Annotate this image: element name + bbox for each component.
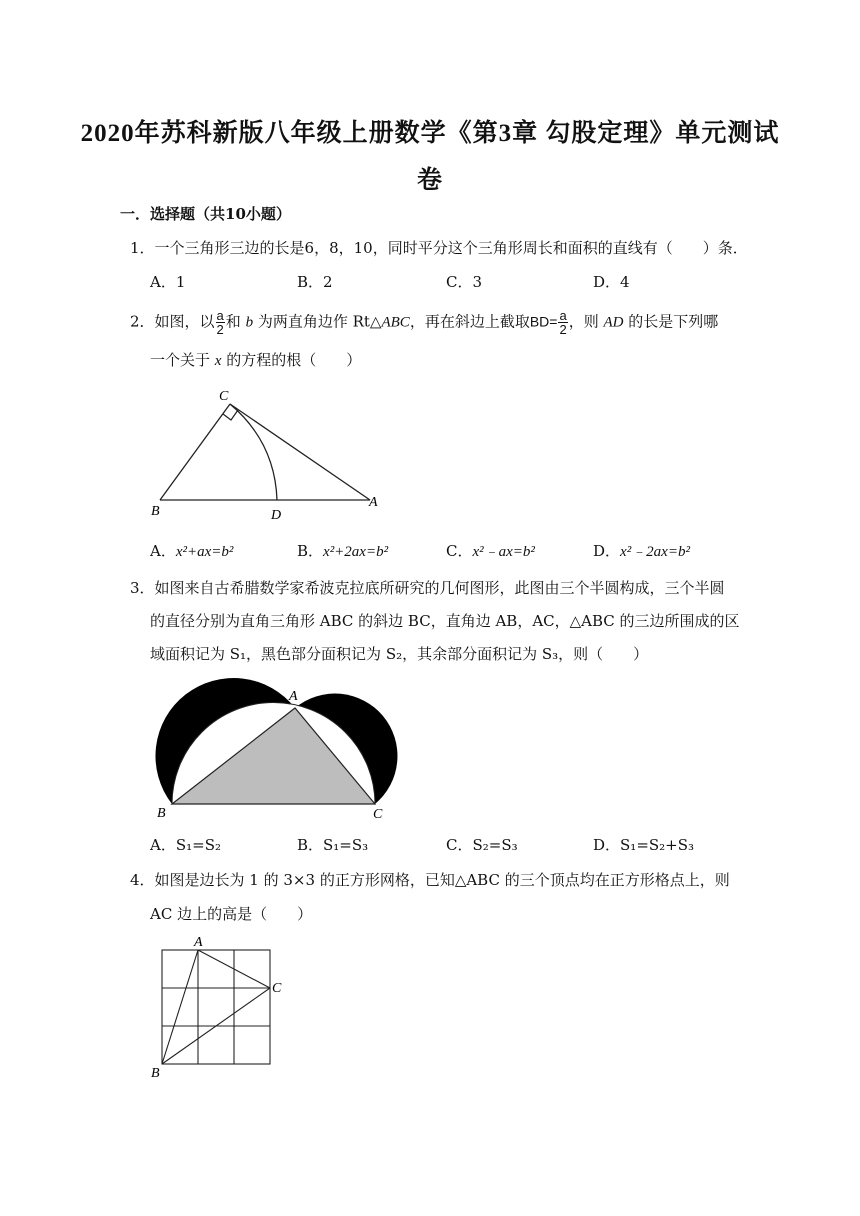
question-2-option-d: [593, 540, 690, 561]
fraction-numerator: a: [216, 308, 224, 323]
question-3-option-d: D．S₁=S₂+S₃: [593, 836, 695, 854]
question-2-option-a: [150, 540, 233, 561]
question-3-option-a: A．S₁=S₂: [150, 836, 221, 854]
segment-ca: [230, 404, 370, 500]
question-3-stem-line1: 3．如图来自古希腊数学家希波克拉底所研究的几何图形，此图由三个半圆构成，三个半圆: [130, 579, 725, 597]
q2-var-ad: AD: [603, 314, 624, 331]
q2-text: ，再在斜边上截取: [409, 312, 530, 331]
question-3-option-b: B．S₁=S₃: [297, 836, 369, 854]
question-1-option-c: C．3: [446, 273, 483, 291]
option-expression: x²﹣2ax=b²: [620, 544, 690, 560]
question-4-figure: [148, 930, 293, 1080]
question-2-option-c: [446, 540, 535, 561]
q2-text: 为两直角边作 Rt△: [253, 312, 382, 331]
question-4-stem-line2: AC 边上的高是（ ）: [150, 905, 313, 923]
q2-bd: BD=: [529, 313, 558, 330]
segment-bc: [160, 404, 230, 500]
section-heading: 一．选择题（共10小题）: [120, 205, 291, 223]
label-b: B: [157, 806, 166, 821]
question-3-figure: [145, 670, 405, 825]
arc-cd: [230, 404, 277, 500]
question-2-figure: [145, 382, 390, 522]
option-letter: B．: [297, 542, 324, 560]
fraction-denominator: 2: [559, 322, 567, 337]
label-a: A: [194, 935, 203, 950]
option-letter: D．: [593, 542, 621, 560]
q2-text: 的方程的根（ ）: [221, 351, 362, 369]
option-expression: x²+ax=b²: [175, 544, 234, 560]
question-3-stem-line3: 域面积记为 S₁，黑色部分面积记为 S₂，其余部分面积记为 S₃，则（ ）: [150, 645, 649, 663]
option-letter: A．: [150, 542, 176, 560]
q2-text: 的长是下列哪: [623, 312, 719, 331]
question-1-stem: 1．一个三角形三边的长是6，8，10，同时平分这个三角形周长和面积的直线有（ ）条．: [130, 239, 748, 257]
q2-var-abc: ABC: [381, 314, 410, 331]
q2-var-b: b: [245, 314, 254, 331]
question-3-option-c: C．S₂=S₃: [446, 836, 518, 854]
question-1-option-a: A．1: [150, 273, 186, 291]
question-1-option-b: B．2: [297, 273, 333, 291]
option-letter: C．: [446, 542, 473, 560]
label-c: C: [219, 389, 229, 404]
question-1-option-d: D．4: [593, 273, 630, 291]
fraction-a-over-2: [558, 309, 567, 336]
option-expression: x²﹣ax=b²: [472, 544, 535, 560]
label-a: A: [369, 495, 378, 510]
grid-3x3: [162, 950, 270, 1064]
label-b: B: [151, 1066, 160, 1080]
label-a: A: [289, 689, 298, 704]
option-expression: x²+2ax=b²: [323, 544, 389, 560]
q2-text: 和: [225, 312, 246, 331]
triangle-abc: [162, 950, 270, 1064]
label-c: C: [272, 981, 282, 996]
label-b: B: [151, 504, 160, 519]
question-2-stem-line2: [150, 349, 361, 370]
label-c: C: [373, 807, 383, 822]
q2-prefix: 2．如图，以: [130, 312, 215, 331]
q2-var-x: x: [214, 353, 222, 369]
question-4-stem-line1: 4．如图是边长为 1 的 3×3 的正方形网格，已知△ABC 的三个顶点均在正方形格点上，则: [130, 871, 730, 889]
fraction-numerator: a: [559, 308, 567, 323]
q2-text: ，则: [568, 312, 604, 331]
q2-text: 一个关于: [150, 351, 215, 369]
label-d: D: [271, 508, 282, 522]
page-title: 2020年苏科新版八年级上册数学《第3章 勾股定理》单元测试: [80, 120, 780, 147]
fraction-a-over-2: [216, 309, 225, 336]
fraction-denominator: 2: [216, 322, 224, 337]
page-title-continued: 卷: [416, 167, 443, 194]
question-3-stem-line2: 的直径分别为直角三角形 ABC 的斜边 BC，直角边 AB，AC，△ABC 的三边所围成的区: [150, 612, 740, 630]
question-2-option-b: [297, 540, 388, 561]
question-2-stem: [130, 309, 718, 336]
